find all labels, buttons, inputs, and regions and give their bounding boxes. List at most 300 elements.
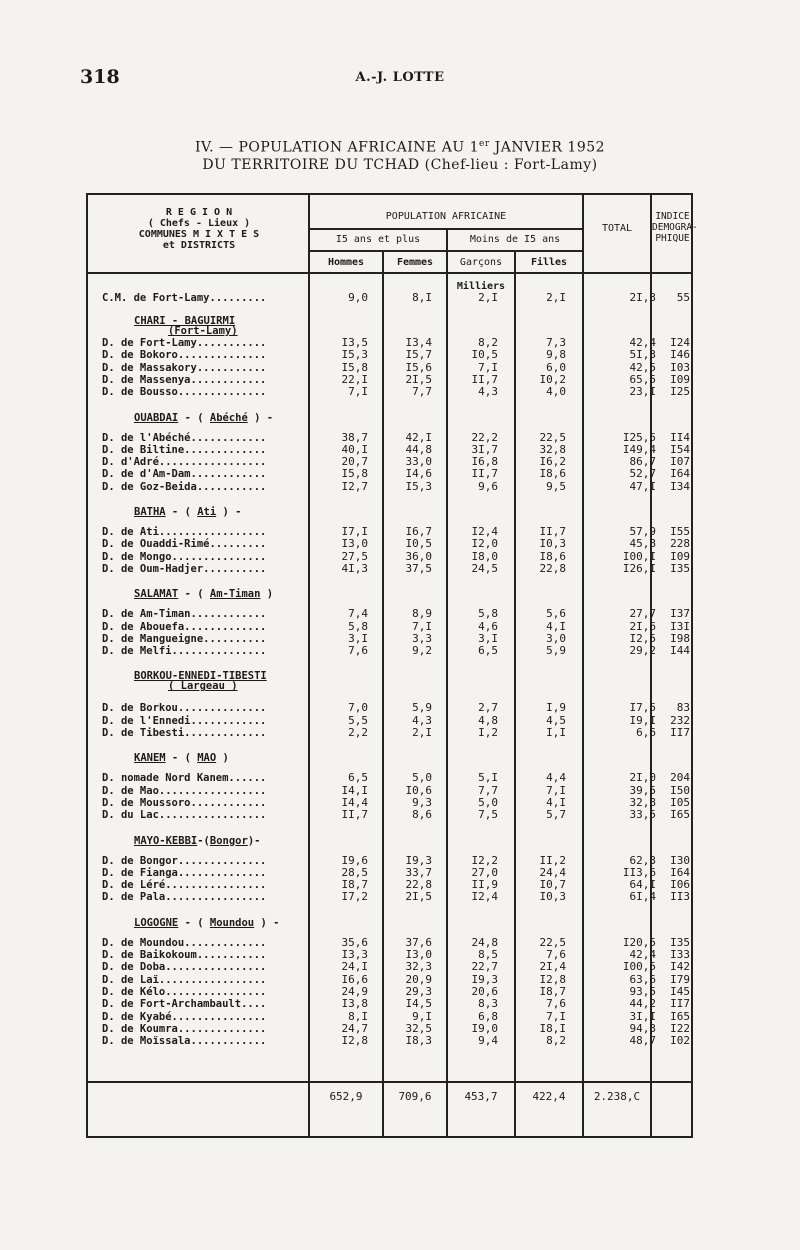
cell-value: II,7 <box>341 808 368 822</box>
cell-value: 8,9 <box>412 607 432 621</box>
cell-value: I30 <box>670 853 690 867</box>
cell-value: 6,8 <box>478 1009 498 1023</box>
cell-value: 4,I <box>546 795 566 809</box>
cell-value: I7,2 <box>341 890 368 904</box>
cell-value: I26,I <box>622 561 656 575</box>
cell-value: 22,8 <box>539 561 566 575</box>
cell-value: 4,8 <box>478 713 498 727</box>
cell-value: I,9 <box>546 701 566 715</box>
population-table <box>86 193 698 1138</box>
cell-value: I3,4 <box>405 336 432 349</box>
cell-value: 27,7 <box>629 607 656 621</box>
cell-value: 36,0 <box>405 549 432 563</box>
cell-value: I24 <box>670 336 690 349</box>
cell-value: I09 <box>670 549 690 563</box>
table-row <box>88 349 695 362</box>
indice-header-line: PHIQUE <box>655 233 690 244</box>
table-row <box>88 481 695 494</box>
row-label: D. de Biltine............. <box>102 443 267 456</box>
cell-value: 9,4 <box>478 1034 498 1048</box>
header-rule <box>308 228 582 230</box>
cell-value: 65,5 <box>629 372 656 386</box>
table-row <box>88 538 695 551</box>
indice-header <box>652 211 698 244</box>
cell-value: 42,5 <box>629 360 656 374</box>
row-label: D. de Fort-Archambault.... <box>102 998 267 1011</box>
cell-value: I50 <box>670 783 690 797</box>
indice-header-line: DEMOGRA- <box>652 222 698 233</box>
row-label: D. de d'Am-Dam............ <box>102 468 267 481</box>
cell-value: 7,6 <box>546 997 566 1011</box>
section-title-region: MAYO-KEBBI <box>134 834 198 847</box>
cell-value: 9,8 <box>546 348 566 362</box>
cell-value: I5,6 <box>405 360 432 374</box>
title-line-1 <box>0 136 800 157</box>
cell-value: 8,5 <box>478 948 498 961</box>
cell-value: I9,6 <box>341 853 368 867</box>
cell-value: 57,9 <box>629 525 656 538</box>
cell-value: 6I,4 <box>629 890 656 904</box>
title-line-1-prefix: IV. — POPULATION AFRICAINE AU 1 <box>194 139 479 156</box>
cell-value: I25 <box>670 385 690 399</box>
cell-value: 7,I <box>348 385 368 399</box>
cell-value: 9,3 <box>412 795 432 809</box>
cell-value: 7,4 <box>348 607 368 621</box>
cell-value: 5I,3 <box>629 348 656 362</box>
cell-value: 44,8 <box>405 442 432 456</box>
section-subtitle: ( Largeau ) <box>168 680 238 693</box>
cell-value: I5,8 <box>341 360 368 374</box>
cell-value: I64 <box>670 865 690 879</box>
cell-value: I35 <box>670 561 690 575</box>
cell-value: 63,6 <box>629 972 656 986</box>
cell-value: 2.238,C <box>593 1090 641 1103</box>
cell-value: I2,8 <box>341 1034 368 1048</box>
row-label: D. de Massenya............ <box>102 373 267 386</box>
cell-value: 52,7 <box>629 467 656 481</box>
table-row <box>88 702 695 715</box>
table-row <box>88 797 695 810</box>
page-number: 318 <box>80 66 120 88</box>
row-label: D. de Léré................ <box>102 879 267 892</box>
cell-value: I34 <box>670 479 690 493</box>
cell-value: 33,5 <box>629 808 656 822</box>
cell-value: I20,5 <box>622 935 656 949</box>
region-header-line: COMMUNES M I X T E S <box>138 229 260 240</box>
cell-value: II7 <box>670 997 690 1011</box>
cell-value: 33,0 <box>405 455 432 469</box>
cell-value: I4,I <box>341 783 368 797</box>
section-title-chef-lieu: Moundou <box>209 916 255 929</box>
row-label: D. du Lac................. <box>102 809 267 822</box>
cell-value: 24,I <box>341 960 368 974</box>
row-label: D. de Kyabé............... <box>102 1010 267 1023</box>
cell-value: I5,7 <box>405 348 432 362</box>
section-title-region: LOGOGNE <box>134 916 179 929</box>
cell-value: 33,7 <box>405 865 432 879</box>
section-title-sep: )- <box>247 834 261 847</box>
cell-value: 8,3 <box>478 997 498 1011</box>
table-row <box>88 809 695 822</box>
header-rule <box>88 272 693 274</box>
cell-value: 652,9 <box>329 1090 363 1103</box>
cell-value: I8,7 <box>341 878 368 892</box>
cell-value: 55 <box>676 291 690 304</box>
table-row <box>88 855 695 868</box>
table-row <box>88 468 695 481</box>
cell-value: 2I,4 <box>539 960 566 974</box>
row-label: D. de Tibesti............. <box>102 727 267 739</box>
cell-value: 5,5 <box>348 713 368 727</box>
cell-value: I7,5 <box>629 701 656 715</box>
cell-value: I9,0 <box>471 1021 498 1035</box>
cell-value: 7,3 <box>546 336 566 349</box>
cell-value: 3,I <box>478 631 498 645</box>
population-header: POPULATION AFRICAINE <box>385 211 507 222</box>
cell-value: 5,6 <box>546 607 566 621</box>
cell-value: 2,7 <box>478 701 498 715</box>
cell-value: 22,5 <box>539 935 566 949</box>
cell-value: 7,6 <box>348 644 368 658</box>
cell-value: 8,I <box>348 1009 368 1023</box>
cell-value: 47,I <box>629 479 656 493</box>
cell-value: II4 <box>670 430 690 444</box>
table-row <box>88 337 695 350</box>
cell-value: I0,7 <box>539 878 566 892</box>
cell-value: 2I,6 <box>629 619 656 633</box>
cell-value: 44,2 <box>629 997 656 1011</box>
cell-value: 37,5 <box>405 561 432 575</box>
cell-value: 453,7 <box>464 1090 498 1103</box>
table-row <box>88 386 695 399</box>
garcons-header: Garçons <box>459 257 503 268</box>
region-header <box>94 207 304 251</box>
cell-value: 228 <box>670 537 690 551</box>
cell-value: I25,5 <box>622 430 656 444</box>
row-label: D. de Bokoro.............. <box>102 349 267 362</box>
cell-value: 7,5 <box>478 808 498 822</box>
table-row <box>88 456 695 469</box>
cell-value: 7,I <box>478 360 498 374</box>
cell-value: I2,4 <box>471 525 498 538</box>
cell-value: 48,7 <box>629 1034 656 1048</box>
section-title-chef-lieu: Abéché <box>209 411 248 424</box>
cell-value: 4,5 <box>546 713 566 727</box>
table-row <box>88 867 695 880</box>
running-head: A.-J. LOTTE <box>355 70 445 85</box>
cell-value: 45,8 <box>629 537 656 551</box>
cell-value: 24,4 <box>539 865 566 879</box>
table-row <box>88 526 695 539</box>
cell-value: 7,I <box>546 1009 566 1023</box>
section-title-text: BORKOU-ENNEDI-TIBESTI <box>134 670 267 683</box>
cell-value: I2,4 <box>471 890 498 904</box>
cell-value: I2,8 <box>539 972 566 986</box>
cell-value: 6,0 <box>546 360 566 374</box>
cell-value: II3 <box>670 890 690 904</box>
cell-value: 24,5 <box>471 561 498 575</box>
cell-value: I8,0 <box>471 549 498 563</box>
row-label: D. de Moussoro............ <box>102 796 267 809</box>
cell-value: 32,3 <box>405 960 432 974</box>
cell-value: 5,9 <box>546 644 566 658</box>
filles-header: Filles <box>530 257 568 268</box>
cell-value: I8,7 <box>539 984 566 998</box>
row-label: D. de Bongor.............. <box>102 854 267 867</box>
cell-value: 32,5 <box>405 1021 432 1035</box>
cell-value: I2,0 <box>471 537 498 551</box>
cell-value: I35 <box>670 935 690 949</box>
cell-value: 5,0 <box>412 771 432 785</box>
section-title <box>134 835 260 847</box>
section-title-region: BATHA <box>134 506 166 518</box>
units-label: Milliers <box>456 281 506 292</box>
cell-value: I0,6 <box>405 783 432 797</box>
cell-value: 4,6 <box>478 619 498 633</box>
cell-value: I03 <box>670 360 690 374</box>
cell-value: 8,6 <box>412 808 432 822</box>
section-title-region: KANEM <box>134 752 166 765</box>
row-label: D. de Ati................. <box>102 526 267 538</box>
row-label: D. de Am-Timan............ <box>102 608 267 621</box>
minors-header: Moins de I5 ans <box>469 234 561 245</box>
row-label: D. de Mangueigne.......... <box>102 632 267 645</box>
cell-value: II,2 <box>539 853 566 867</box>
cell-value: 2I,0 <box>629 771 656 785</box>
cell-value: I4,4 <box>341 795 368 809</box>
row-label: D. de l'Ennedi............ <box>102 714 267 727</box>
table-row <box>88 444 695 457</box>
cell-value: I00,5 <box>622 960 656 974</box>
cell-value: 86,7 <box>629 455 656 469</box>
region-header-line: ( Chefs - Lieux ) <box>147 218 251 229</box>
table-row <box>88 374 695 387</box>
section-title-sep: - ( <box>178 916 210 929</box>
section-title-chef-lieu: MAO <box>197 752 217 765</box>
cell-value: 20,9 <box>405 972 432 986</box>
cell-value: 8,I <box>412 291 432 304</box>
cell-value: 9,0 <box>348 291 368 304</box>
cell-value: 422,4 <box>532 1090 566 1103</box>
table-row <box>88 1011 695 1024</box>
cell-value: 9,2 <box>412 644 432 658</box>
section-subtitle: (Fort-Lamy) <box>168 325 238 337</box>
row-label: D. de Bousso.............. <box>102 386 267 399</box>
cell-value: I,2 <box>478 726 498 739</box>
cell-value: 35,6 <box>341 935 368 949</box>
cell-value: I07 <box>670 455 690 469</box>
cell-value: 24,9 <box>341 984 368 998</box>
cell-value: I6,8 <box>471 455 498 469</box>
cell-value: 24,8 <box>471 935 498 949</box>
title-line-2: DU TERRITOIRE DU TCHAD (Chef-lieu : Fort-Lamy) <box>202 156 598 173</box>
cell-value: 7,0 <box>348 701 368 715</box>
table-row <box>88 949 695 962</box>
cell-value: 27,5 <box>341 549 368 563</box>
section-title-sep: ) - <box>216 506 242 518</box>
indice-header-line: INDICE <box>655 211 690 222</box>
section-title-sep: - ( <box>178 588 210 601</box>
cell-value: I54 <box>670 442 690 456</box>
cell-value: I6,7 <box>405 525 432 538</box>
cell-value: 64,I <box>629 878 656 892</box>
section-title-sep: - ( <box>178 411 210 424</box>
cell-value: 42,4 <box>629 948 656 961</box>
cell-value: II7 <box>670 726 690 739</box>
cell-value: 24,7 <box>341 1021 368 1035</box>
hommes-header: Hommes <box>327 257 365 268</box>
section-title-sep: ) <box>260 588 274 601</box>
cell-value: I64 <box>670 467 690 481</box>
row-label: D. de Moïssala............ <box>102 1035 267 1048</box>
row-label: D. de Abouefa............. <box>102 620 267 633</box>
row-label: D. de Baikokoum........... <box>102 949 267 961</box>
row-label: D. de Kélo................ <box>102 985 267 998</box>
row-label: C.M. de Fort-Lamy......... <box>102 292 267 304</box>
section-title <box>134 506 241 518</box>
cell-value: 4,4 <box>546 771 566 785</box>
cell-value: 5,8 <box>348 619 368 633</box>
cell-value: 2I,5 <box>405 890 432 904</box>
cell-value: 6,6 <box>636 726 656 739</box>
cell-value: I44 <box>670 644 690 658</box>
section-title <box>134 412 273 424</box>
cell-value: I65 <box>670 1009 690 1023</box>
cell-value: 22,7 <box>471 960 498 974</box>
row-label: D. d'Adré................. <box>102 456 267 469</box>
row-label: D. de Ouaddi-Rimé......... <box>102 538 267 551</box>
cell-value: I2,5 <box>629 631 656 645</box>
cell-value: 7,7 <box>478 783 498 797</box>
cell-value: I65 <box>670 808 690 822</box>
cell-value: I7,I <box>341 525 368 538</box>
cell-value: 7,I <box>412 619 432 633</box>
cell-value: I6,2 <box>539 455 566 469</box>
section-title <box>134 917 279 929</box>
cell-value: I45 <box>670 984 690 998</box>
cell-value: I8,6 <box>539 467 566 481</box>
row-label: D. de Mongo............... <box>102 550 267 563</box>
cell-value: 232 <box>670 713 690 727</box>
cell-value: 5,9 <box>412 701 432 715</box>
cell-value: 39,5 <box>629 783 656 797</box>
cell-value: 8,2 <box>546 1034 566 1048</box>
cell-value: I3,3 <box>341 948 368 961</box>
section-title-sep: ) <box>216 752 229 765</box>
cell-value: 4,0 <box>546 385 566 399</box>
row-label: D. de Borkou.............. <box>102 702 267 715</box>
row-fort-lamy <box>88 292 695 305</box>
table-row <box>88 608 695 621</box>
cell-value: 42,I <box>405 430 432 444</box>
row-label: D. de Fianga.............. <box>102 866 267 879</box>
section-title-region: SALAMAT <box>134 588 179 601</box>
table-row <box>88 1023 695 1036</box>
cell-value: II,7 <box>471 467 498 481</box>
table-row <box>88 1035 695 1048</box>
cell-value: 6,5 <box>478 644 498 658</box>
cell-value: 2,I <box>478 291 498 304</box>
row-label: D. de Pala................ <box>102 891 267 904</box>
row-label: D. de Moundou............. <box>102 936 267 949</box>
cell-value: I8,3 <box>405 1034 432 1048</box>
section-title-sep: -( <box>197 834 210 847</box>
table-row <box>88 727 695 740</box>
section-title-sep: ) - <box>247 411 274 424</box>
table-title <box>0 136 800 174</box>
cell-value: II,9 <box>471 878 498 892</box>
row-label: D. de Melfi............... <box>102 645 267 658</box>
section-title <box>134 588 273 600</box>
cell-value: I22 <box>670 1021 690 1035</box>
cell-value: 2,2 <box>348 726 368 739</box>
cell-value: I2,7 <box>341 479 368 493</box>
cell-value: 29,2 <box>629 644 656 658</box>
section-title-region: OUABDAI <box>134 411 179 424</box>
table-row <box>88 563 695 576</box>
cell-value: I9,I <box>629 713 656 727</box>
table-row <box>88 998 695 1011</box>
table-row <box>88 891 695 904</box>
cell-value: I0,3 <box>539 890 566 904</box>
row-label: D. nomade Nord Kanem...... <box>102 772 267 785</box>
cell-value: 62,3 <box>629 853 656 867</box>
cell-value: 5,7 <box>546 808 566 822</box>
femmes-header: Femmes <box>396 257 434 268</box>
cell-value: I3,5 <box>341 336 368 349</box>
cell-value: I8,6 <box>539 549 566 563</box>
cell-value: I55 <box>670 525 690 538</box>
cell-value: 42,4 <box>629 336 656 349</box>
cell-value: 4,3 <box>478 385 498 399</box>
cell-value: I0,5 <box>405 537 432 551</box>
title-line-1-sup: er <box>479 139 490 149</box>
cell-value: I8,I <box>539 1021 566 1035</box>
cell-value: I3,0 <box>341 537 368 551</box>
cell-value: 3I,I <box>629 1009 656 1023</box>
cell-value: I2,2 <box>471 853 498 867</box>
table-row <box>88 362 695 375</box>
cell-value: 40,I <box>341 442 368 456</box>
cell-value: 3,I <box>348 631 368 645</box>
cell-value: 5,0 <box>478 795 498 809</box>
cell-value: I46 <box>670 348 690 362</box>
cell-value: I3,0 <box>405 948 432 961</box>
cell-value: 93,5 <box>629 984 656 998</box>
cell-value: 7,I <box>546 783 566 797</box>
cell-value: 32,8 <box>539 442 566 456</box>
cell-value: I79 <box>670 972 690 986</box>
section-title-chef-lieu: Ati <box>197 506 217 518</box>
row-label: D. de Fort-Lamy........... <box>102 337 267 349</box>
row-label: D. de Goz-Beida........... <box>102 480 267 493</box>
cell-value: I3,8 <box>341 997 368 1011</box>
cell-value: I9,3 <box>471 972 498 986</box>
cell-value: 8,2 <box>478 336 498 349</box>
cell-value: II,7 <box>471 372 498 386</box>
total-rule <box>88 1081 693 1083</box>
title-line-1-suffix: JANVIER 1952 <box>489 139 606 156</box>
cell-value: 29,3 <box>405 984 432 998</box>
cell-value: 9,6 <box>478 479 498 493</box>
cell-value: 83 <box>676 701 690 715</box>
cell-value: 4I,3 <box>341 561 368 575</box>
cell-value: I42 <box>670 960 690 974</box>
cell-value: I0,3 <box>539 537 566 551</box>
row-label: D. de Koumra.............. <box>102 1022 267 1035</box>
cell-value: 7,7 <box>412 385 432 399</box>
table-row <box>88 621 695 634</box>
